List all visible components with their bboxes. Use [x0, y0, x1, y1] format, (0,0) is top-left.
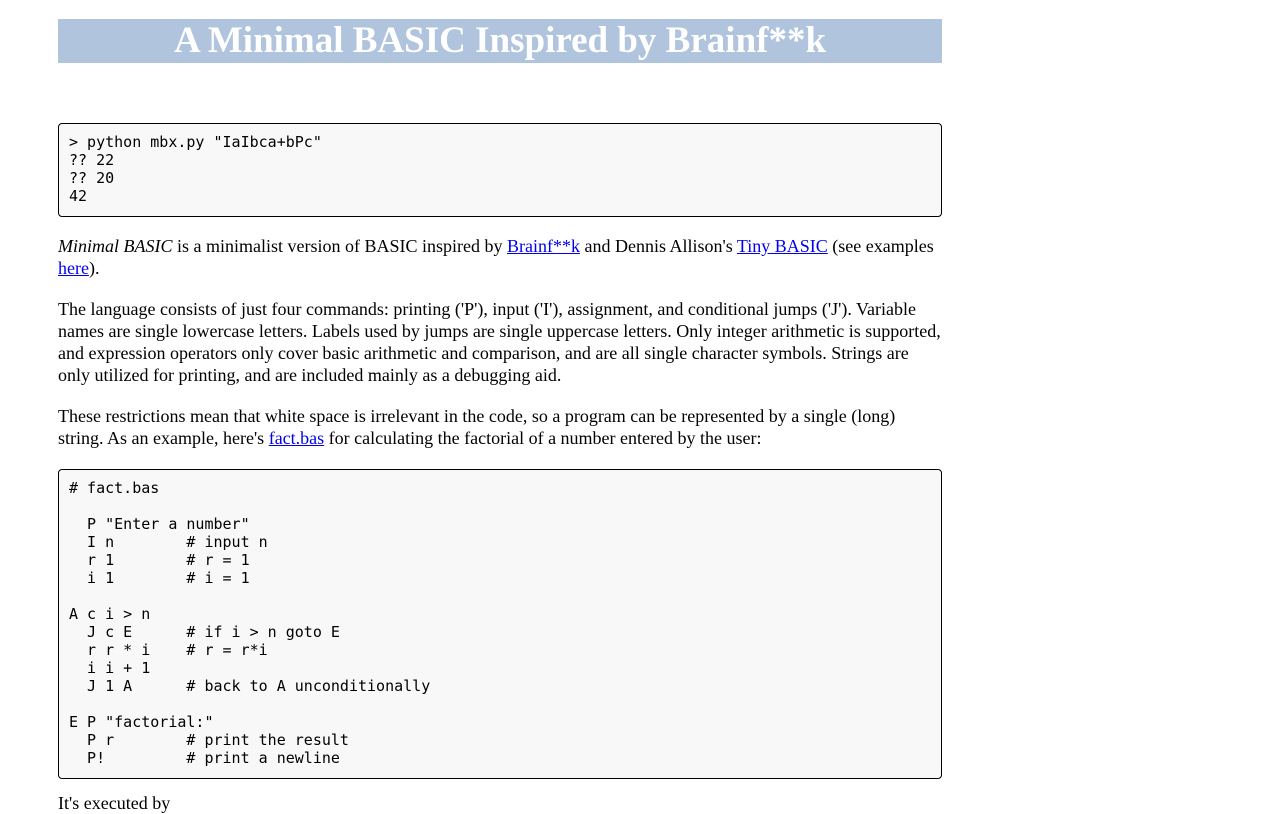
- language-paragraph: The language consists of just four commands: printing ('P'), input ('I'), assignment, and conditional jumps ('J'). Variable names are single lowercase letters. Labels used by jumps are single uppercase letters. Only integer arithmetic is supported, and expression operators only cover basic arithmetic and comparison, and are all single character symbols. Strings are only utilized for printing, and are included mainly as a debugging aid.: [58, 299, 941, 385]
- minimal-basic-name: Minimal BASIC: [58, 236, 173, 256]
- intro-text-1: is a minimalist version of BASIC inspired by: [172, 236, 507, 256]
- examples-here-link[interactable]: here: [58, 258, 89, 278]
- fact-bas-link[interactable]: fact.bas: [268, 428, 325, 448]
- trailing-paragraph: It's executed by: [58, 793, 171, 813]
- fact-bas-code-block: # fact.bas P "Enter a number" I n # input n r 1 # r = 1 i 1 # i = 1 A c i > n J c E # if i > n goto E r r * i # r = r*i i i + 1 J 1 A # back to A unconditionally E P "factorial:" P r # print the result P! # print a newline: [58, 469, 942, 779]
- intro-text-4: ).: [88, 258, 100, 278]
- intro-paragraph: [58, 235, 942, 279]
- intro-text-2: and Dennis Allison's: [579, 236, 737, 256]
- brainfk-link[interactable]: Brainf**k: [507, 236, 580, 256]
- intro-text-3: (see examples: [827, 236, 934, 256]
- restrictions-paragraph: [58, 405, 942, 449]
- run-example-code-block: > python mbx.py "IaIbca+bPc" ?? 22 ?? 20 42: [58, 123, 942, 217]
- restrictions-text-1: These restrictions mean that white space is irrelevant in the code, so a program can be represented by a single (long) string. As an example, here's: [58, 406, 896, 448]
- main-content: [58, 19, 942, 813]
- restrictions-text-2: for calculating the factorial of a number entered by the user:: [324, 428, 762, 448]
- tiny-basic-link[interactable]: Tiny BASIC: [736, 236, 828, 256]
- title-banner: [58, 19, 942, 63]
- page-title: A Minimal BASIC Inspired by Brainf**k: [173, 20, 827, 61]
